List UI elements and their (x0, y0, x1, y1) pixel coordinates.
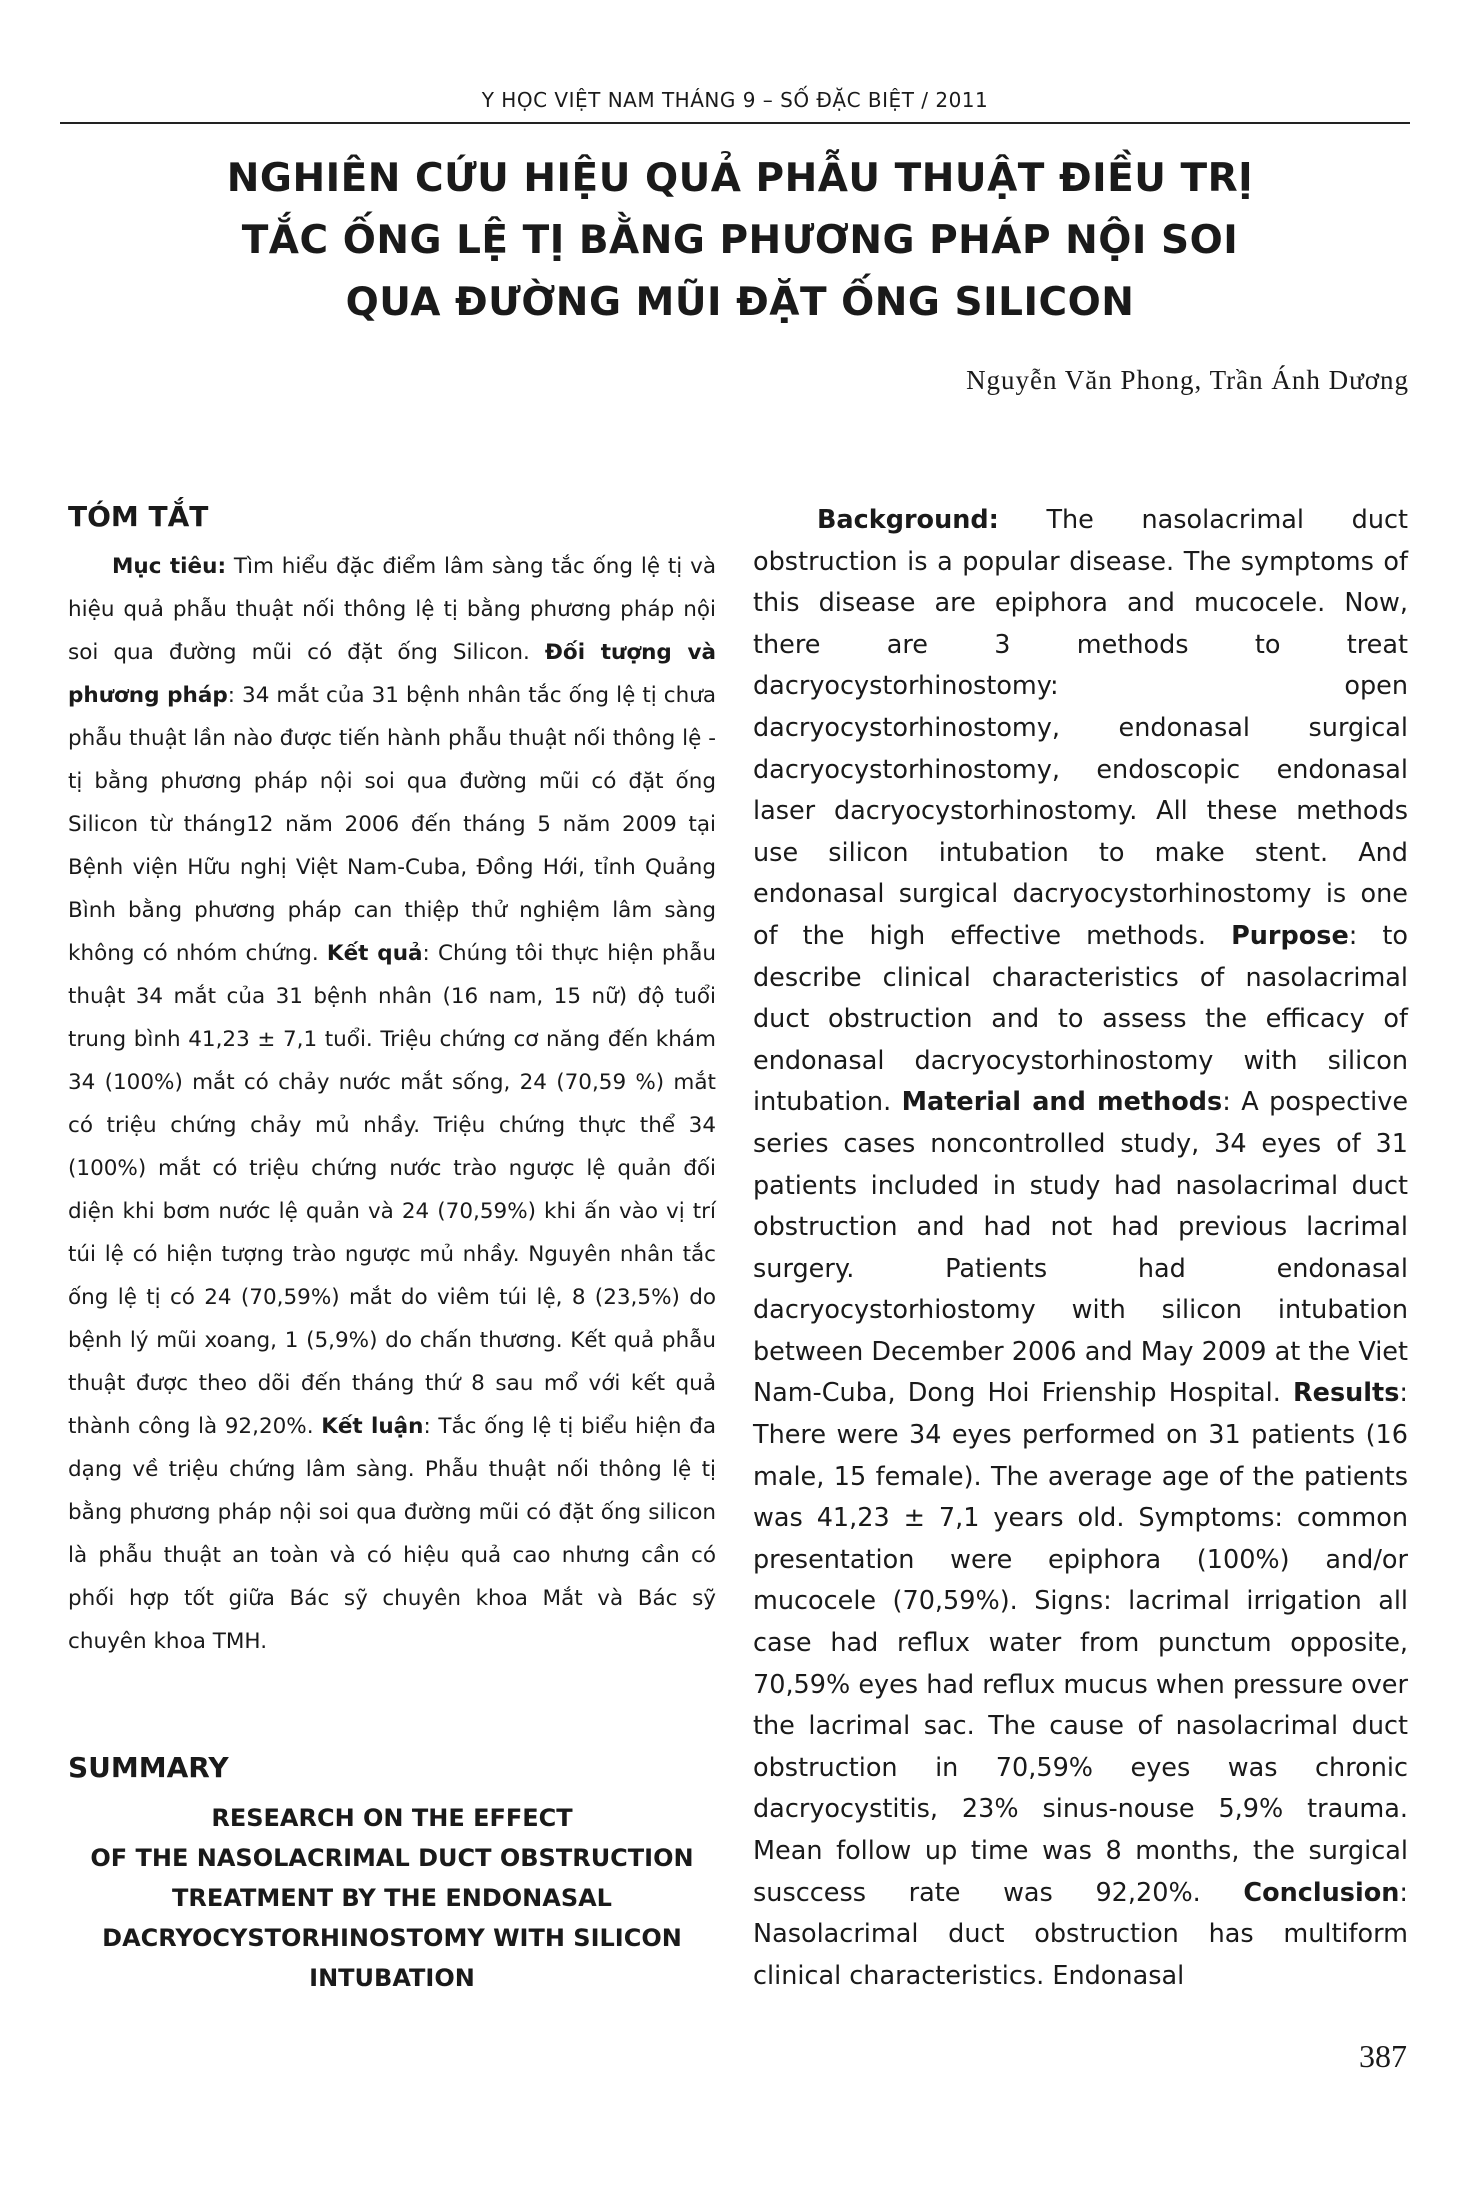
english-abstract (753, 500, 1408, 1997)
english-title-line-4: DACRYOCYSTORHINOSTOMY WITH SILICON (102, 1924, 682, 1952)
results-en-label: Results (1293, 1378, 1400, 1409)
results-en-text: : There were 34 eyes performed on 31 patients (16 male, 15 female). The average age of the patients was 41,23 ± 7,1 years old. Symptoms: common presentation were epiphora (100%) and/or mucocele (70,59%). Signs: lacrimal irrigation all case had reflux water from punctum opposite, 70,59% eyes had reflux mucus when pressure over the lacrimal sac. The cause of nasolacrimal duct obstruction in 70,59% eyes was chronic dacryocystitis, 23% sinus-nouse 5,9% trauma. Mean follow up time was 8 months, the surgical susccess rate was 92,20%. (753, 1378, 1408, 1908)
header-rule (60, 122, 1410, 124)
material-methods-text: : A pospective series cases noncontrolled study, 34 eyes of 31 patients included in study had nasolacrimal duct obstruction and had not had previous lacrimal surgery. Patients had endonasal dacryocystorhiostomy with silicon intubation between December 2006 and May 2009 at the Viet Nam-Cuba, Dong Hoi Frienship Hospital. (753, 1087, 1409, 1409)
background-label: Background: (817, 505, 999, 535)
objective-label: Mục tiêu: (112, 554, 227, 579)
objective-text: Tìm hiểu đặc điểm lâm sàng tắc ống lệ tị và hiệu quả phẫu thuật nối thông lệ tị bằng phương pháp nội soi qua đường mũi có đặt ống Silicon. (68, 554, 716, 665)
purpose-text: : to describe clinical characteristics of nasolacrimal duct obstruction and to assess the efficacy of endonasal dacryocystorhinostomy with silicon intubation. (753, 920, 1409, 1118)
vietnamese-abstract (68, 545, 716, 1663)
background-text: The nasolacrimal duct obstruction is a popular disease. The symptoms of this disease are epiphora and mucocele. Now, there are 3 methods to treat dacryocystorhinostomy: open dacryocystorhinostomy, endonasal surgical dacryocystorhinostomy, endoscopic endonasal laser dacryocystorhinostomy. All these methods use silicon intubation to make stent. And endonasal surgical dacryocystorhinostomy is one of the high effective methods. (753, 505, 1408, 951)
english-title-line-1: RESEARCH ON THE EFFECT (211, 1804, 573, 1832)
purpose-label: Purpose (1231, 920, 1349, 951)
english-title-line-2: OF THE NASOLACRIMAL DUCT OBSTRUCTION (90, 1844, 694, 1872)
material-methods-label: Material and methods (901, 1087, 1223, 1118)
title-line-3: QUA ĐƯỜNG MŨI ĐẶT ỐNG SILICON (345, 280, 1135, 325)
english-title-line-5: INTUBATION (309, 1964, 475, 1992)
methods-text: : 34 mắt của 31 bệnh nhân tắc ống lệ tị chưa phẫu thuật lần nào được tiến hành phẫu thuật nối thông lệ -tị bằng phương pháp nội soi qua đường mũi có đặt ống Silicon từ tháng12 năm 2006 đến tháng 5 năm 2009 tại Bệnh viện Hữu nghị Việt Nam-Cuba, Đồng Hới, tỉnh Quảng Bình bằng phương pháp can thiệp thử nghiệm lâm sàng không có nhóm chứng. (68, 683, 716, 966)
conclusion-en-label: Conclusion (1243, 1877, 1400, 1908)
title-line-1: NGHIÊN CỨU HIỆU QUẢ PHẪU THUẬT ĐIỀU TRỊ (226, 156, 1254, 201)
tom-tat-heading: TÓM TẮT (68, 500, 209, 533)
conclusion-en-text: : Nasolacrimal duct obstruction has multiform clinical characteristics. Endonasal (753, 1877, 1408, 1991)
title-line-2: TẮC ỐNG LỆ TỊ BẰNG PHƯƠNG PHÁP NỘI SOI (241, 218, 1239, 263)
right-column (753, 500, 1408, 1997)
left-column (68, 500, 716, 1998)
results-text: : Chúng tôi thực hiện phẫu thuật 34 mắt của 31 bệnh nhân (16 nam, 15 nữ) độ tuổi trung bình 41,23 ± 7,1 tuổi. Triệu chứng cơ năng đến khám 34 (100%) mắt có chảy nước mắt sống, 24 (70,59 %) mắt có triệu chứng chảy mủ nhầy. Triệu chứng thực thể 34 (100%) mắt có triệu chứng nước trào ngược lệ quản đối diện khi bơm nước lệ quản và 24 (70,59%) khi ấn vào vị trí túi lệ có hiện tượng trào ngược mủ nhầy. Nguyên nhân tắc ống lệ tị có 24 (70,59%) mắt do viêm túi lệ, 8 (23,5%) do bệnh lý mũi xoang, 1 (5,9%) do chấn thương. Kết quả phẫu thuật được theo dõi đến tháng thứ 8 sau mổ với kết quả thành công là 92,20%. (68, 941, 716, 1439)
english-title (68, 1798, 716, 1998)
conclusion-text: : Tắc ống lệ tị biểu hiện đa dạng về triệu chứng lâm sàng. Phẫu thuật nối thông lệ tị bằng phương pháp nội soi qua đường mũi có đặt ống silicon là phẫu thuật an toàn và có hiệu quả cao nhưng cần có phối hợp tốt giữa Bác sỹ chuyên khoa Mắt và Bác sỹ chuyên khoa TMH. (68, 1414, 716, 1654)
article-title (140, 148, 1340, 334)
methods-label: Đối tượng và phương pháp (68, 640, 716, 708)
results-label: Kết quả (326, 941, 423, 966)
page-number: 387 (1359, 2038, 1407, 2074)
english-title-line-3: TREATMENT BY THE ENDONASAL (172, 1884, 612, 1912)
journal-header: Y HỌC VIỆT NAM THÁNG 9 – SỐ ĐẶC BIỆT / 2011 (481, 88, 989, 112)
summary-heading: SUMMARY (68, 1751, 229, 1784)
authors: Nguyễn Văn Phong, Trần Ánh Dương (966, 365, 1409, 395)
conclusion-label: Kết luận (321, 1414, 424, 1439)
